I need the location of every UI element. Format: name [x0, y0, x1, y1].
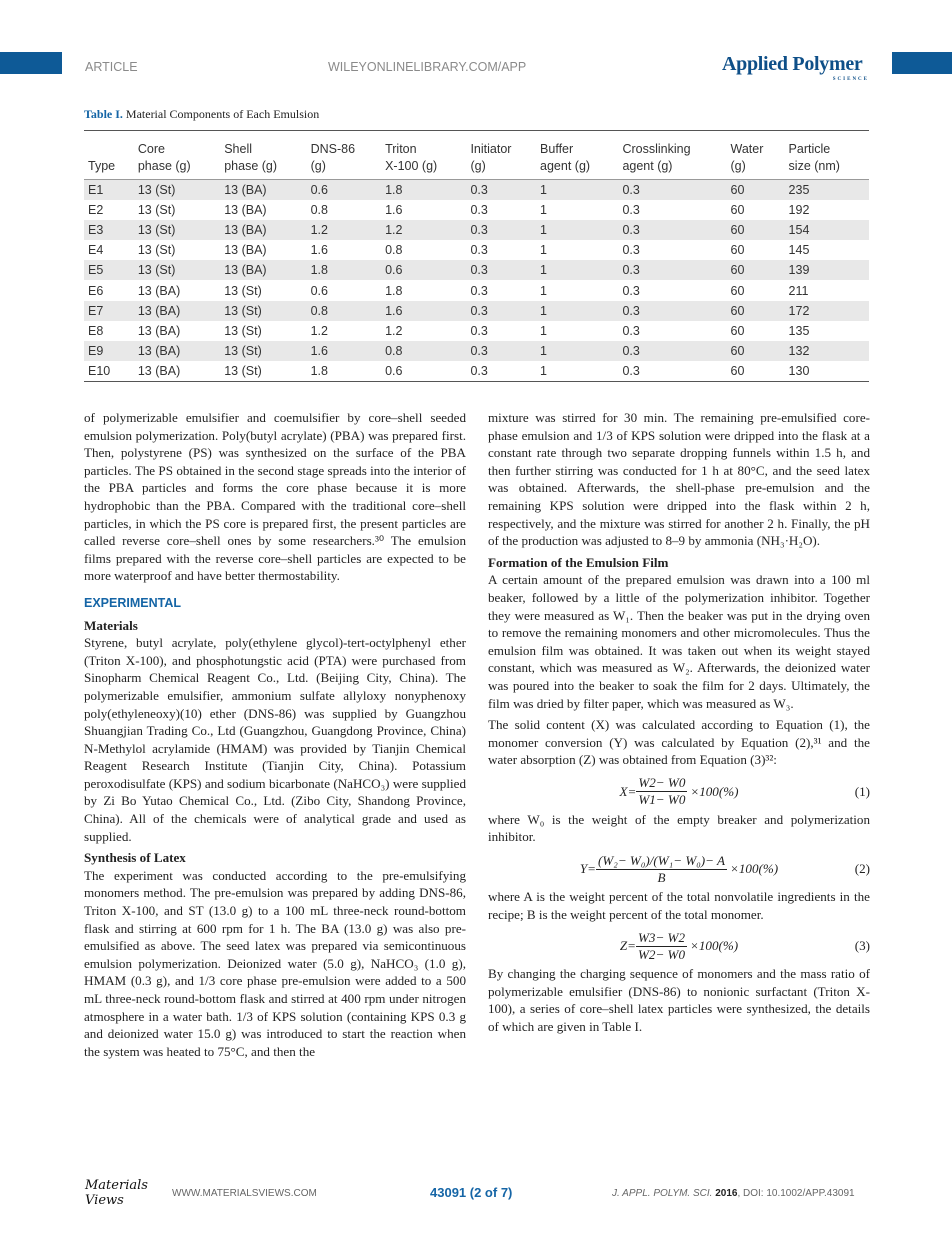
equation-3	[488, 927, 870, 965]
header-line: (g)	[470, 159, 486, 173]
header-line: Triton	[385, 142, 417, 156]
paragraph: Styrene, butyl acrylate, poly(ethylene glycol)-tert-octylphenyl ether (Triton X-100), and phosphotungstic acid (PTA) were purchased from Sinopharm Chemical Reagent Co., Ltd. (Beijing City, China). The polymerizable emulsifier, ammonium sulfate allyloxy nonyphenoxy poly(ethyleneoxy)(10) ether (DNS-86) was supplied by Guangzhou Shuangjian Trading Co., Ltd (Guangzhou, Guangdong Province, China) N-Methylol acrylamide (HMAM) was provided by Tianjin Chemical Reagent Research Institute (Tianjin City, China). Potassium peroxodisulfate (KPS) and sodium bicarbonate (NaHCO₃) were supplied by Zi Bo Yutao Chemical Co., Ltd. (Zibo City, Shandong Province, China). All of the chemicals were of analytical grade and used as supplied.	[84, 635, 466, 844]
table-cell: 0.3	[618, 260, 726, 280]
table-cell: 0.8	[385, 243, 403, 258]
column-header	[466, 131, 536, 180]
table-cell: 1	[540, 203, 547, 218]
table-cell: 0.3	[618, 180, 726, 201]
section-label: ARTICLE	[85, 60, 138, 74]
table-cell: 60	[730, 203, 745, 218]
eq-num: W2− W0	[638, 775, 686, 791]
table-cell: 0.3	[618, 220, 726, 240]
table-cell: 13 (St)	[220, 301, 306, 321]
paragraph: where A is the weight percent of the total nonvolatile ingredients in the recipe; B is the weight percent of the total monomer.	[488, 889, 870, 922]
table-cell: 13 (St)	[224, 283, 262, 298]
header-line: Crosslinking	[622, 142, 691, 156]
table-cell: E2	[88, 203, 104, 218]
table-cell: 60	[727, 341, 785, 361]
table-cell: 0.3	[466, 220, 536, 240]
table-cell: 139	[785, 260, 869, 280]
table-cell: 13 (BA)	[224, 243, 267, 258]
table-cell: 0.3	[618, 341, 726, 361]
table-cell: 0.8	[310, 203, 328, 218]
table-row	[84, 220, 869, 240]
table-cell: 1.2	[385, 323, 403, 338]
table-cell: 1.6	[307, 341, 382, 361]
paragraph: of polymerizable emulsifier and coemulsifier by core–shell seeded emulsion polymerization. Poly(butyl acrylate) (PBA) was prepared first. Then, polystyrene (PS) was synthesized on the surface of the PBA particles. The PS obtained in the second stage spreads into the interior of the PBA particles and forms the core phase because it is more hydrophobic than the PBA. Compared with the traditional core–shell particles, in which the PS core is prepared first, the present particles are called reverse core–shell ones by some researchers.³⁰ The emulsion films prepared with the reverse core–shell particles are expected to be more waterproof and have better thermostability.	[84, 410, 466, 584]
eq-fraction	[636, 930, 687, 963]
table-cell: 1.6	[385, 203, 403, 218]
eq-lhs: Y=	[579, 861, 596, 877]
table-cell: 0.6	[310, 283, 328, 298]
column-header	[785, 131, 869, 180]
paragraph: where W₀ is the weight of the empty breaker and polymerization inhibitor.	[488, 811, 870, 845]
header-line: X-100 (g)	[385, 159, 438, 173]
table-cell: E3	[84, 220, 134, 240]
table-cell: 1.2	[307, 220, 382, 240]
right-column	[488, 409, 870, 1040]
table-cell: 60	[730, 323, 745, 338]
year: 2016	[715, 1188, 738, 1199]
header-line: (g)	[310, 159, 326, 173]
table-cell: 1	[536, 341, 618, 361]
table-cell: 1	[540, 323, 547, 338]
table-cell: 1	[536, 301, 618, 321]
journal-logo-sub: SCIENCE	[832, 77, 869, 82]
header-line: DNS-86	[310, 142, 356, 156]
emulsion-table	[84, 130, 869, 382]
table-cell: 0.8	[381, 341, 466, 361]
table-cell: 60	[730, 283, 745, 298]
table-cell: 13 (BA)	[224, 203, 267, 218]
table-cell: 13 (BA)	[134, 301, 220, 321]
paragraph: mixture was stirred for 30 min. The remaining pre-emulsified core-phase emulsion and 1/3 of KPS solution were dripped into the flask at a constant rate through two separate dropping funnels within 1.5 h, and then further stirring was conducted for 1 h at 80°C, and the seed latex was obtained. Afterwards, the shell-phase pre-emulsion and the remaining KPS solution were dripped into the flask within 2 h, respectively, and the mixture was stirred for another 2 h. Finally, the pH of the production was adjusted to 8–9 by ammonia (NH₃·H₂O).	[488, 410, 870, 549]
left-column	[84, 409, 466, 1064]
table-cell: 1.2	[381, 220, 466, 240]
table-cell: 135	[788, 323, 810, 338]
column-header	[84, 131, 134, 180]
table-cell: 13 (St)	[137, 243, 176, 258]
table-cell: 13 (BA)	[134, 341, 220, 361]
table-cell: 1	[536, 180, 618, 201]
table-cell: 1.6	[310, 243, 328, 258]
table-cell: 0.3	[622, 243, 640, 258]
journal-logo-text: Applied Polymer	[722, 53, 863, 75]
eq-den: W1− W0	[638, 792, 686, 808]
header-line: size (nm)	[788, 159, 840, 173]
table-cell: 13 (St)	[134, 260, 220, 280]
paragraph: The experiment was conducted according to the pre-emulsifying monomers method. The pre-emulsion was prepared by adding DNS-86, Triton X-100, and ST (13.0 g) to a 100 mL three-neck round-bottom flask and stirring at 600 rpm for 1 h. The BA (13.0 g) was also pre-emulsified as above. The seed latex was prepared via semicontinuous emulsion polymerization. Deionized water (5.0 g), NaHCO₃ (1.0 g), HMAM (0.3 g), and 1/3 core phase pre-emulsion were added to a 500 mL three-neck round-bottom flask and stirred at 400 rpm under nitrogen atmosphere in a water bath. 1/3 of KPS solution (containing KPS 0.3 g and deionized water 15.0 g) was introduced to start the reaction when the system was heated to 75°C, and then the	[84, 867, 466, 1059]
table-cell: 1.8	[307, 260, 382, 280]
page-number: 43091 (2 of 7)	[430, 1185, 513, 1200]
table-cell: 13 (St)	[220, 341, 306, 361]
table-cell: 13 (BA)	[220, 180, 306, 201]
table-cell: E6	[88, 283, 104, 298]
table-cell: 13 (St)	[137, 203, 176, 218]
table-row	[84, 361, 869, 382]
eq-lhs: X=	[619, 783, 637, 799]
column-header	[618, 131, 726, 180]
table-cell: 1.8	[385, 283, 403, 298]
table-cell: 13 (BA)	[137, 323, 181, 338]
table-cell: 60	[727, 301, 785, 321]
table-cell: 211	[788, 283, 809, 298]
table-row	[84, 321, 869, 341]
table-caption	[84, 107, 319, 122]
table-row	[84, 280, 869, 300]
eq-fraction	[596, 853, 727, 886]
table-cell: 0.3	[618, 301, 726, 321]
header-line: Core	[137, 142, 165, 156]
column-header	[307, 131, 382, 180]
header-line: agent (g)	[622, 159, 673, 173]
table-cell: E8	[88, 323, 104, 338]
table-cell: 0.6	[381, 260, 466, 280]
table-cell: 0.3	[466, 301, 536, 321]
table-cell: 0.6	[307, 180, 382, 201]
table-cell: 0.3	[470, 323, 488, 338]
header-line	[88, 141, 130, 158]
header-line: (g)	[730, 159, 746, 173]
header-line: Shell	[224, 142, 253, 156]
header-line: phase (g)	[224, 159, 278, 173]
table-cell: E1	[84, 180, 134, 201]
paragraph: By changing the charging sequence of monomers and the mass ratio of polymerizable emulsifier (DNS-86) to nonionic surfactant (Triton X-100), a series of core–shell latex particles were synthesized, the details of which are given in Table I.	[488, 966, 870, 1035]
table-cell: 0.3	[470, 203, 488, 218]
equation-2	[488, 850, 870, 888]
paragraph: A certain amount of the prepared emulsion was drawn into a 100 ml beaker, followed by a little of the polymerization inhibitor. Together they were measured as W₁. Then the beaker was put in the drying oven to remove the remaining monomers and other micromolecules. Thus the emulsion film was obtained. It was taken out when its weight stayed constant, which was measured as W₂. Afterwards, the deionized water was poured into the beaker to soak the film for 2 days. Ultimately, the film was dried by filter paper, which was measured as W₃.	[488, 572, 870, 711]
table-cell: 235	[785, 180, 869, 201]
header-line: Water	[730, 142, 764, 156]
table-cell: 13 (BA)	[137, 283, 181, 298]
header-line: Buffer	[540, 142, 574, 156]
eq-num: W3− W2	[637, 929, 686, 945]
doi: , DOI: 10.1002/APP.43091	[737, 1188, 855, 1199]
table-row	[84, 180, 869, 201]
subheading: Formation of the Emulsion Film	[488, 554, 669, 570]
table-label: Table I.	[84, 107, 123, 121]
table-row	[84, 240, 869, 260]
subheading: Synthesis of Latex	[84, 850, 186, 866]
table-row	[84, 301, 869, 321]
header-bar-left	[0, 52, 62, 74]
table-cell: 1	[536, 361, 618, 382]
header-line: Particle	[788, 142, 831, 156]
table-cell: 13 (St)	[134, 220, 220, 240]
materialsviews-logo: Materials Views	[85, 1178, 148, 1208]
table-cell: 13 (St)	[224, 323, 262, 338]
column-header	[727, 131, 785, 180]
header-line: Type	[88, 159, 116, 173]
header-line: Initiator	[470, 142, 512, 156]
footer-site-link[interactable]: WWW.MATERIALSVIEWS.COM	[172, 1188, 317, 1199]
journal-abbrev: J. APPL. POLYM. SCI.	[612, 1188, 713, 1199]
table-cell: 0.6	[381, 361, 466, 382]
table-cell: 1.8	[307, 361, 382, 382]
table-cell: 0.8	[307, 301, 382, 321]
table-row	[84, 341, 869, 361]
column-header	[134, 131, 220, 180]
table-cell: 1.6	[381, 301, 466, 321]
citation	[612, 1188, 855, 1199]
table-cell: 0.3	[622, 323, 640, 338]
table-cell: 60	[727, 220, 785, 240]
table-cell: E7	[84, 301, 134, 321]
table-cell: 0.3	[470, 283, 488, 298]
header-line: agent (g)	[540, 159, 591, 173]
table-cell: 132	[785, 341, 869, 361]
table-cell: 0.3	[466, 180, 536, 201]
table-cell: 154	[785, 220, 869, 240]
table-cell: 13 (BA)	[220, 260, 306, 280]
table-row	[84, 260, 869, 280]
table-cell: 60	[727, 180, 785, 201]
table-cell: 1	[536, 260, 618, 280]
eq-num: (W₂− W₀)/(W₁− W₀)− A	[598, 852, 726, 868]
subheading: Materials	[84, 617, 138, 633]
table-cell: 1.2	[310, 323, 328, 338]
column-header	[220, 131, 306, 180]
equation-1	[488, 773, 870, 811]
header-line: phase (g)	[137, 159, 191, 173]
eq-number: (1)	[854, 783, 870, 799]
eq-fraction	[636, 775, 687, 808]
table-cell: 1	[540, 283, 547, 298]
table-cell: 13 (BA)	[134, 361, 220, 382]
table-cell: 1	[536, 220, 618, 240]
eq-den: W2− W0	[637, 946, 686, 962]
table-cell: 0.3	[466, 361, 536, 382]
section-heading: EXPERIMENTAL	[84, 595, 181, 610]
eq-rhs: ×100(%)	[730, 861, 779, 877]
table-cell: 60	[730, 243, 745, 258]
table-cell: 0.3	[466, 341, 536, 361]
table-cell: 0.3	[618, 361, 726, 382]
eq-rhs: ×100(%)	[690, 938, 739, 954]
table-cell: 1	[540, 243, 547, 258]
table-row	[84, 200, 869, 220]
table-cell: 0.3	[470, 243, 488, 258]
table-cell: 192	[788, 203, 810, 218]
eq-den: B	[657, 869, 666, 885]
table-cell: 1.8	[381, 180, 466, 201]
table-cell: E9	[84, 341, 134, 361]
table-cell: 13 (St)	[134, 180, 220, 201]
table-cell: 0.3	[622, 283, 640, 298]
eq-rhs: ×100(%)	[690, 783, 739, 799]
table-cell: E5	[84, 260, 134, 280]
header-bar-right	[892, 52, 952, 74]
table-cell: 60	[727, 260, 785, 280]
table-cell: 13 (BA)	[220, 220, 306, 240]
table-cell: E4	[88, 243, 104, 258]
table-cell: 130	[785, 361, 869, 382]
eq-number: (2)	[854, 861, 870, 877]
table-caption-text: Material Components of Each Emulsion	[122, 107, 320, 121]
column-header	[536, 131, 618, 180]
column-header	[381, 131, 466, 180]
table-cell: 13 (St)	[220, 361, 306, 382]
table-cell: 172	[785, 301, 869, 321]
paragraph: The solid content (X) was calculated according to Equation (1), the monomer conversion (Y) was calculated by Equation (2),³¹ and the water absorption (Z) was obtained from Equation (3)³²:	[488, 717, 870, 768]
table-cell: 0.3	[622, 203, 640, 218]
journal-logo	[722, 53, 869, 83]
table-cell: 145	[788, 243, 810, 258]
table-cell: 0.3	[466, 260, 536, 280]
eq-lhs: Z=	[619, 938, 636, 954]
table-cell: 60	[727, 361, 785, 382]
site-link[interactable]: WILEYONLINELIBRARY.COM/APP	[328, 60, 527, 74]
eq-number: (3)	[854, 938, 870, 954]
table-cell: E10	[84, 361, 134, 382]
